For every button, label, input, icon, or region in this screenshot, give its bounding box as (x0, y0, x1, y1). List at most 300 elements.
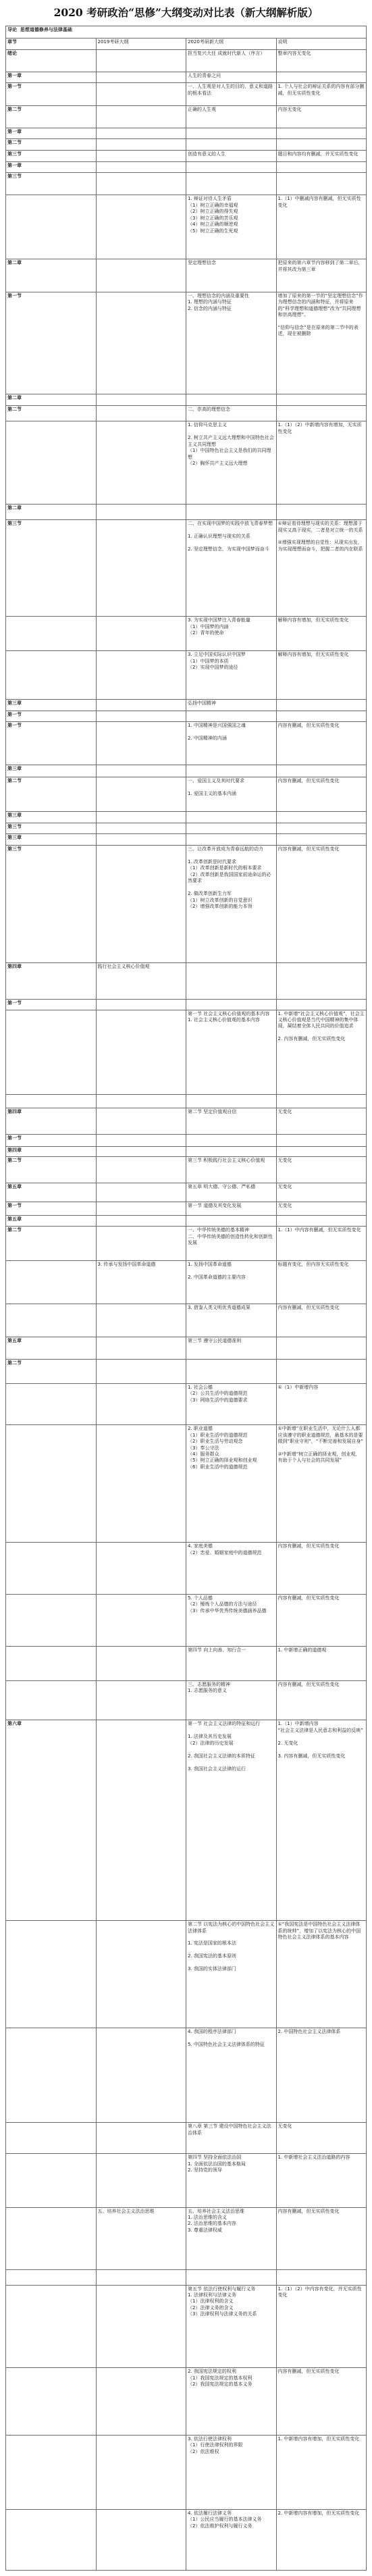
note-cell (276, 1337, 367, 1359)
new-syllabus-cell (186, 406, 277, 421)
note-cell (276, 49, 367, 72)
table-row (6, 2368, 367, 2436)
new-syllabus-cell (186, 38, 277, 49)
note-cell (276, 1094, 367, 1108)
old-syllabus-cell (96, 1543, 186, 1595)
new-syllabus-cell (186, 651, 277, 700)
cell-text: 第三节 遵守公民道德准则 (188, 1337, 242, 1343)
cell-text: ①辩证看待理想与现实的关系：理想源于现实又高于现实，二者是对立统一的关系 ②增强实现理想的自觉性：从现实出发，为实现理想而奋斗，把握二者的内在联系 (277, 521, 363, 552)
old-syllabus-cell (96, 520, 186, 617)
note-cell (276, 2368, 367, 2436)
chapter-cell (6, 1108, 97, 1134)
cell-text: 第六章 (7, 1721, 22, 1727)
cell-text: 第一节 (7, 723, 22, 729)
cell-text: 二、在实现中国梦的实践中放飞青春梦想 1. 正确认识理想与现实的关系 2. 坚定理想信念，为实现中国梦而奋斗 (188, 521, 273, 552)
cell-text: 无变化 (277, 1183, 292, 1189)
old-syllabus-cell (96, 700, 186, 711)
table-row (6, 195, 367, 259)
table-row (6, 173, 367, 195)
old-syllabus-cell (96, 1646, 186, 1680)
cell-text: 践行社会主义核心价值观 (97, 963, 150, 969)
cell-text: 第八章 第三节 建设中国特色社会主义法治体系 (188, 2123, 271, 2136)
chapter-cell (6, 834, 97, 846)
table-row (6, 1720, 367, 1921)
chapter-cell (6, 406, 97, 421)
note-cell (276, 505, 367, 520)
table-row (6, 520, 367, 617)
old-syllabus-cell (96, 2436, 186, 2510)
table-row (6, 139, 367, 151)
chapter-cell (6, 812, 97, 823)
note-cell (276, 1720, 367, 1921)
new-syllabus-cell (186, 2285, 277, 2368)
cell-text: 1. 中新增社会主义法治道路的内容 (277, 2155, 350, 2161)
table-row (6, 700, 367, 711)
chapter-cell (6, 1183, 97, 1202)
chapter-cell (6, 1594, 97, 1646)
cell-text: 二、崇高的理想信念 (188, 407, 230, 413)
old-syllabus-cell (96, 812, 186, 823)
chapter-cell (6, 128, 97, 139)
chapter-cell (6, 151, 97, 162)
note-cell (276, 2028, 367, 2123)
cell-text: 内容有删减，但无实质性变化 (277, 846, 340, 852)
new-syllabus-cell (186, 1543, 277, 1595)
cell-text: 内容有删减，但无实质性变化 (277, 1543, 340, 1549)
note-cell (276, 1146, 367, 1157)
cell-text: 第二节 坚定价值观自信 (188, 1109, 237, 1115)
new-syllabus-cell (186, 1304, 277, 1337)
chapter-cell (6, 765, 97, 777)
cell-text: 内容有删减，但无实质性变化 (277, 1681, 340, 1687)
cell-text: 解释内容有增加，但无实质性变化 (277, 652, 349, 658)
new-syllabus-cell (186, 1216, 277, 1227)
chapter-cell (6, 2509, 97, 2570)
cell-text: 增加了原来的第一节的“坚定理想信念”作为理想信念的内涵和特征，并将原来的“科学理想和道德理想”改为“共同理想和崇高理想”。 “信仰与信念”是在原来的第二节中的表述，现在被删除 (277, 292, 363, 337)
table-row (6, 722, 367, 765)
chapter-cell (6, 1134, 97, 1146)
chapter-cell (6, 1921, 97, 2028)
new-syllabus-cell (186, 161, 277, 173)
note-cell (276, 1646, 367, 1680)
cell-text: 无变化 (277, 1202, 292, 1208)
old-syllabus-cell (96, 49, 186, 72)
chapter-cell (6, 139, 97, 151)
cell-text: 内容有删减，但无实质性变化 (277, 2208, 340, 2214)
old-syllabus-cell (96, 765, 186, 777)
cell-text: 4. 我国的程序法律部门 5. 中国特色社会主义法律体系的特征 (188, 2028, 265, 2047)
cell-text: 第二章 (7, 260, 22, 266)
old-syllabus-cell (96, 2285, 186, 2368)
table-row (6, 1183, 367, 1202)
note-cell (276, 1261, 367, 1304)
new-syllabus-cell (186, 195, 277, 259)
table-row (6, 292, 367, 394)
old-syllabus-cell (96, 2368, 186, 2436)
cell-text: 第五节 依法行使权利与履行义务 1. 法律权利与法律义务 （1）法律权利的含义 （2）法律义务的含义 （3）法律权利与法律义务的关系 (188, 2286, 257, 2317)
note-cell (276, 1202, 367, 1215)
cell-text: 创造有意义的人生 (188, 151, 225, 157)
old-syllabus-cell (96, 1216, 186, 1227)
old-syllabus-cell (96, 823, 186, 834)
cell-text: 内容有删减，但无实质性变化 (277, 1305, 340, 1311)
chapter-cell (6, 1304, 97, 1337)
new-syllabus-cell (186, 1360, 277, 1384)
old-syllabus-cell (96, 2123, 186, 2154)
cell-text: 解释内容有增加，但无实质性变化 (277, 617, 349, 623)
old-syllabus-cell (96, 292, 186, 394)
chapter-cell (6, 2207, 97, 2269)
cell-text: 第一节 (7, 1135, 22, 1141)
old-syllabus-cell (96, 173, 186, 195)
old-syllabus-cell (96, 2509, 186, 2570)
table-row (6, 2285, 367, 2368)
old-syllabus-cell (96, 722, 186, 765)
table-row (6, 128, 367, 139)
new-syllabus-cell (186, 2509, 277, 2570)
table-row (6, 999, 367, 1010)
chapter-cell (6, 1680, 97, 1720)
table-row (6, 161, 367, 173)
chapter-cell (6, 999, 97, 1010)
chapter-cell (6, 2269, 97, 2285)
old-syllabus-cell (96, 1594, 186, 1646)
new-syllabus-cell (186, 2123, 277, 2154)
old-syllabus-cell (96, 421, 186, 505)
note-cell (276, 834, 367, 846)
table-row (6, 711, 367, 722)
new-syllabus-cell (186, 49, 277, 72)
old-syllabus-cell (96, 2028, 186, 2123)
table-row (6, 1227, 367, 1261)
old-syllabus-cell (96, 651, 186, 700)
cell-text: 整章内容无变化 (277, 50, 311, 56)
chapter-cell (6, 1010, 97, 1094)
note-cell (276, 1594, 367, 1646)
old-syllabus-cell (96, 195, 186, 259)
new-syllabus-cell (186, 259, 277, 292)
old-syllabus-cell (96, 2269, 186, 2285)
chapter-cell (6, 1216, 97, 1227)
table-row (6, 1304, 367, 1337)
chapter-cell (6, 26, 367, 38)
cell-text: 第四章 (7, 1109, 22, 1115)
table-row (6, 765, 367, 777)
note-cell (276, 2436, 367, 2510)
old-syllabus-cell (96, 777, 186, 812)
note-cell (276, 394, 367, 406)
cell-text: 无变化 (277, 1109, 292, 1115)
cell-text: 3. 借鉴人类文明优秀道德成果 (188, 1305, 250, 1311)
cell-text: 2. 中国特色社会主义法律体系 (277, 2028, 341, 2034)
old-syllabus-cell (96, 1425, 186, 1543)
note-cell (276, 2509, 367, 2570)
old-syllabus-cell (96, 617, 186, 651)
chapter-cell (6, 2028, 97, 2123)
new-syllabus-cell (186, 2028, 277, 2123)
old-syllabus-cell (96, 105, 186, 128)
table-row (6, 1543, 367, 1595)
chapter-cell (6, 2436, 97, 2510)
chapter-cell (6, 2368, 97, 2436)
table-row (6, 1216, 367, 1227)
table-row (6, 2207, 367, 2269)
table-row (6, 2154, 367, 2207)
table-row (6, 1360, 367, 1384)
table-row (6, 1146, 367, 1157)
new-syllabus-cell (186, 1680, 277, 1720)
note-cell (276, 128, 367, 139)
chapter-cell (6, 105, 97, 128)
new-syllabus-cell (186, 1134, 277, 1146)
cell-text: 1. 信仰马克思主义 2. 树立共产主义远大理想和中国特色社会主义共同理想 （1）中国特色社会主义是我们的共同理想 （2）胸怀共产主义远大理想 (188, 422, 274, 467)
cell-text: 第四节 向上向善、知行合一 (188, 1647, 246, 1653)
new-syllabus-cell (186, 962, 277, 999)
old-syllabus-cell (96, 1134, 186, 1146)
chapter-cell (6, 1337, 97, 1359)
new-syllabus-cell (186, 722, 277, 765)
table-row (6, 105, 367, 128)
cell-text: 人生的青春之问 (188, 72, 221, 78)
new-syllabus-cell (186, 421, 277, 505)
new-syllabus-cell (186, 1337, 277, 1359)
cell-text: 标题有变化，但内容无实质性变化 (277, 1262, 349, 1268)
table-row (6, 2509, 367, 2570)
note-cell (276, 520, 367, 617)
new-syllabus-cell (186, 617, 277, 651)
cell-text: 正确的人生观 (188, 106, 216, 112)
table-row (6, 2123, 367, 2154)
table-row (6, 823, 367, 834)
table-row (6, 394, 367, 406)
old-syllabus-cell (96, 1921, 186, 2028)
table-row (6, 151, 367, 162)
cell-text: 3. 依法行使法律权利 （1）行使法律权利的界限 （2）依法维权 (188, 2436, 243, 2454)
cell-text: 1.（1）中删减内容有删减，但无实质性变化 (277, 196, 361, 208)
cell-text: 第三节 (7, 521, 22, 527)
chapter-cell (6, 1094, 97, 1108)
chapter-cell (6, 38, 97, 49)
new-syllabus-cell (186, 139, 277, 151)
document-title: 2020 考研政治“思修”大纲变动对比表（新大纲解析版） (53, 6, 319, 19)
new-syllabus-cell (186, 1227, 277, 1261)
cell-text: 1. 社会公德 （2）公共生活中的道德规范 （3）网络生活中的道德要求 (188, 1384, 248, 1403)
chapter-cell (6, 711, 97, 722)
new-syllabus-cell (186, 1921, 277, 2028)
note-cell (276, 711, 367, 722)
table-row (6, 1202, 367, 1215)
note-cell (276, 173, 367, 195)
chapter-cell (6, 161, 97, 173)
cell-text: 2. 我国宪法规定的权利 （1）我国宪法规定的基本权利 （2）我国宪法规定的基本义务 (188, 2369, 253, 2388)
note-cell (276, 2285, 367, 2368)
cell-text: 内容无变化 (277, 106, 302, 112)
cell-text: 3. 为实现中国梦注入青春能量 （1）中国梦的内涵 （2）青年的使命 (188, 617, 250, 636)
table-row (6, 1094, 367, 1108)
cell-text: 1. 个人与社会的辩证关系的内容有部分删减，但无实质性变化 (277, 84, 365, 96)
note-cell (276, 1360, 367, 1384)
new-syllabus-cell (186, 999, 277, 1010)
old-syllabus-cell (96, 962, 186, 999)
chapter-cell (6, 1146, 97, 1157)
cell-text: 一、人生观是对人生的目的、意义和道路的根本看法 (188, 84, 273, 96)
note-cell (276, 617, 367, 651)
cell-text: 第二章 (7, 394, 22, 401)
cell-text: 第一章 (7, 128, 22, 134)
new-syllabus-cell (186, 812, 277, 823)
note-cell (276, 765, 367, 777)
chapter-cell (6, 2285, 97, 2368)
table-row (6, 846, 367, 963)
old-syllabus-cell (96, 151, 186, 162)
note-cell (276, 38, 367, 49)
cell-text: 第二节 以宪法为核心的中国特色社会主义法律体系 1. 宪法是国家的根本法 2. 我国宪法的基本原则 3. 我国的实体法律部门 (188, 1922, 275, 1972)
cell-text: 第一节 社会主义法律的特征和运行 1. 法律及其历史发展 （2）法律的历史发展 2. 我国社会主义法律的本质特征 3. 我国社会主义法律的运行 (188, 1721, 261, 1772)
cell-text: 第二节 (7, 106, 22, 112)
note-cell (276, 1134, 367, 1146)
table-row (6, 1337, 367, 1359)
new-syllabus-cell (186, 700, 277, 711)
cell-text: 弘扬中国精神 (188, 700, 216, 706)
cell-text: 3. 传承与发扬中国革命道德 (97, 1262, 156, 1268)
new-syllabus-cell (186, 846, 277, 963)
note-cell (276, 406, 367, 421)
table-row (6, 1921, 367, 2028)
cell-text: 三、志愿服务的精神 1. 志愿服务的意义 (188, 1681, 230, 1694)
table-row (6, 1594, 367, 1646)
new-syllabus-cell (186, 72, 277, 83)
chapter-cell (6, 823, 97, 834)
note-cell (276, 1157, 367, 1183)
chapter-cell (6, 700, 97, 711)
new-syllabus-cell (186, 2269, 277, 2285)
new-syllabus-cell (186, 83, 277, 105)
cell-text: 1. 中新增内容有增加，但无实质性变化 (277, 2436, 360, 2442)
cell-text: 第一节 (7, 84, 22, 90)
chapter-cell (6, 1720, 97, 1921)
table-row (6, 259, 367, 292)
new-syllabus-cell (186, 1594, 277, 1646)
cell-text: 第二节 (7, 1158, 22, 1164)
cell-text: 第一章 (7, 162, 22, 168)
cell-text: 1.（1）中新增内容 “社会主义法律是人民意志和利益的反映” 2. 无变化 3. 内容有删减，但无实质性变化 (277, 1721, 363, 1759)
chapter-cell (6, 394, 97, 406)
chapter-cell (6, 846, 97, 963)
chapter-cell (6, 173, 97, 195)
cell-text: 无变化 (277, 1158, 292, 1164)
note-cell (276, 1543, 367, 1595)
note-cell (276, 1383, 367, 1424)
table-row (6, 83, 367, 105)
table-row (6, 1010, 367, 1094)
old-syllabus-cell (96, 394, 186, 406)
note-cell (276, 151, 367, 162)
cell-text: 第二节 (7, 1360, 22, 1366)
cell-text: 2. 中新增内容有增加，但无实质性变化 (277, 2510, 360, 2516)
new-syllabus-cell (186, 777, 277, 812)
section-header-row (6, 26, 367, 38)
new-syllabus-cell (186, 765, 277, 777)
cell-text: 内容有删减，但无实质性变化 (277, 778, 340, 784)
cell-text: 一、爱国主义及其时代要求 1. 爱国主义的基本内涵 (188, 778, 244, 796)
cell-text: 第三章 (7, 700, 22, 706)
cell-text: 第一节 (7, 711, 22, 717)
old-syllabus-cell (96, 999, 186, 1010)
cell-text: 内容有删减，但无实质性变化 (277, 1595, 340, 1601)
new-syllabus-cell (186, 1183, 277, 1202)
cell-text: 第五章 (7, 1216, 22, 1222)
table-row (6, 421, 367, 505)
note-cell (276, 161, 367, 173)
chapter-cell (6, 1360, 97, 1384)
note-cell (276, 846, 367, 963)
note-cell (276, 651, 367, 700)
chapter-cell (6, 83, 97, 105)
chapter-cell (6, 1646, 97, 1680)
note-cell (276, 195, 367, 259)
cell-text: 1. 发扬中国革命道德 2. 中国革命道德的主要内容 (188, 1262, 246, 1281)
new-syllabus-cell (186, 834, 277, 846)
old-syllabus-cell (96, 505, 186, 520)
old-syllabus-cell (96, 1360, 186, 1384)
old-syllabus-cell (96, 83, 186, 105)
chapter-cell (6, 520, 97, 617)
table-row (6, 834, 367, 846)
old-syllabus-cell (96, 1146, 186, 1157)
cell-text: 三、让改革开放成为青春远航的动力 1. 改革创新是时代要求 （1）改革创新是新时代的根本要求 （2）改革创新是我国国家前途命运的必然要求 2. 做改革创新生力军 （1）树立改革创新的自觉意识 （2）增强改革创新的能力本领 (188, 846, 271, 910)
cell-text: 第三章 (7, 835, 22, 841)
old-syllabus-cell (96, 406, 186, 421)
old-syllabus-cell (96, 139, 186, 151)
old-syllabus-cell (96, 1304, 186, 1337)
cell-text: 5. 个人品德 （2）锤炼个人品德的方法与途径 （3）传承中华优秀传统美德涵养品德 (188, 1595, 267, 1614)
table-row (6, 1108, 367, 1134)
table-row (6, 617, 367, 651)
old-syllabus-cell (96, 1010, 186, 1094)
note-cell (276, 83, 367, 105)
cell-text: 说明 (277, 38, 288, 45)
table-row (6, 1134, 367, 1146)
old-syllabus-cell (96, 1157, 186, 1183)
cell-text: 第一节 社会主义核心价值观的基本内容 1. 社会主义核心价值观的基本内容 (188, 1010, 270, 1023)
old-syllabus-cell (96, 1383, 186, 1424)
cell-text: 1. 辩证对待人生矛盾 （1）树立正确的幸福观 （2）树立正确的得失观 （3）树立正确的苦乐观 （4）树立正确的顺逆观 （5）树立正确的生死观 (188, 196, 238, 234)
new-syllabus-cell (186, 505, 277, 520)
old-syllabus-cell (96, 1202, 186, 1215)
note-cell (276, 139, 367, 151)
new-syllabus-cell (186, 1425, 277, 1543)
old-syllabus-cell (96, 72, 186, 83)
cell-text: 1. 中国精神是兴国强国之魂 2. 中国精神的内涵 (188, 723, 246, 742)
table-row (6, 812, 367, 823)
cell-text: 第三节 (7, 174, 22, 180)
cell-text: ①中新增“在职业生活中，无论什么人都应该遵守的职业道德规范，最基本的是要做到“职业守则”，“不断完善和发展自身” ②中新增“树立正确的择业观，创业观，有助于个人与社会的共同发展” (277, 1426, 364, 1464)
note-cell (276, 2269, 367, 2285)
old-syllabus-cell (96, 846, 186, 963)
note-cell (276, 722, 367, 765)
old-syllabus-cell (96, 1094, 186, 1108)
chapter-cell (6, 505, 97, 520)
new-syllabus-cell (186, 1010, 277, 1094)
cell-text: 第三章 (7, 813, 22, 819)
chapter-cell (6, 1383, 97, 1424)
cell-text: 第二节 (7, 1227, 22, 1233)
cell-text: 第一章 (7, 72, 22, 78)
old-syllabus-cell (96, 128, 186, 139)
note-cell (276, 1227, 367, 1261)
chapter-cell (6, 2123, 97, 2154)
table-row (6, 2269, 367, 2285)
